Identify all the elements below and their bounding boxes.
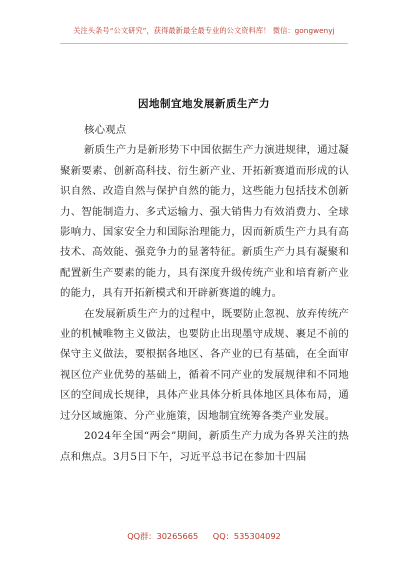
page-footer [0,531,408,542]
header-divider [60,43,348,44]
paragraph: 新质生产力是新形势下中国依据生产力演进规律，通过凝聚新要素、创新高科技、衍生新产业、开拓新赛道而形成的认识自然、改造自然与保护自然的能力，这些能力包括技术创新力、智能制造力、多式运输力、强大销售力有效消费力、全球影响力、国家安全力和国际治理能力，因而新质生产力具有高技术、高效能、强竞争力的显著特征。新质生产力具有凝聚和配置新生产要素的能力，具有深度升级传统产业和培育新产业的能力，具有开拓新模式和开辟新赛道的魄力。 [60,144,349,300]
document-title: 因地制宜地发展新质生产力 [138,98,270,110]
paragraph: 在发展新质生产力的过程中，既要防止忽视、放弃传统产业的机械唯物主义做法，也要防止出现墨守成规、裹足不前的保守主义做法，要根据各地区、各产业的已有基础，在全面审视区位产业优势的基础上，循着不同产业的发展规律和不同地区的空间成长规律，具体产业具体分析具体地区具体布局，通过分区域施策、分产业施策，因地制宜统筹各类产业发展。 [60,307,349,422]
paragraph: 2024年全国“两会”期间，新质生产力成为各界关注的热点和焦点。3月5日下午，习近平总书记在参加十四届 [60,430,349,463]
document-body [60,120,349,467]
footer-qq: QQ：535304092 [212,531,281,541]
header-notice: 关注头条号“公文研究”，获得最新最全最专业的公文资料库！ 微信：gongwenyj [73,26,335,35]
page-header [0,0,408,58]
section-heading: 核心观点 [84,124,127,136]
footer-qq-group: QQ群：30265665 [127,531,199,541]
